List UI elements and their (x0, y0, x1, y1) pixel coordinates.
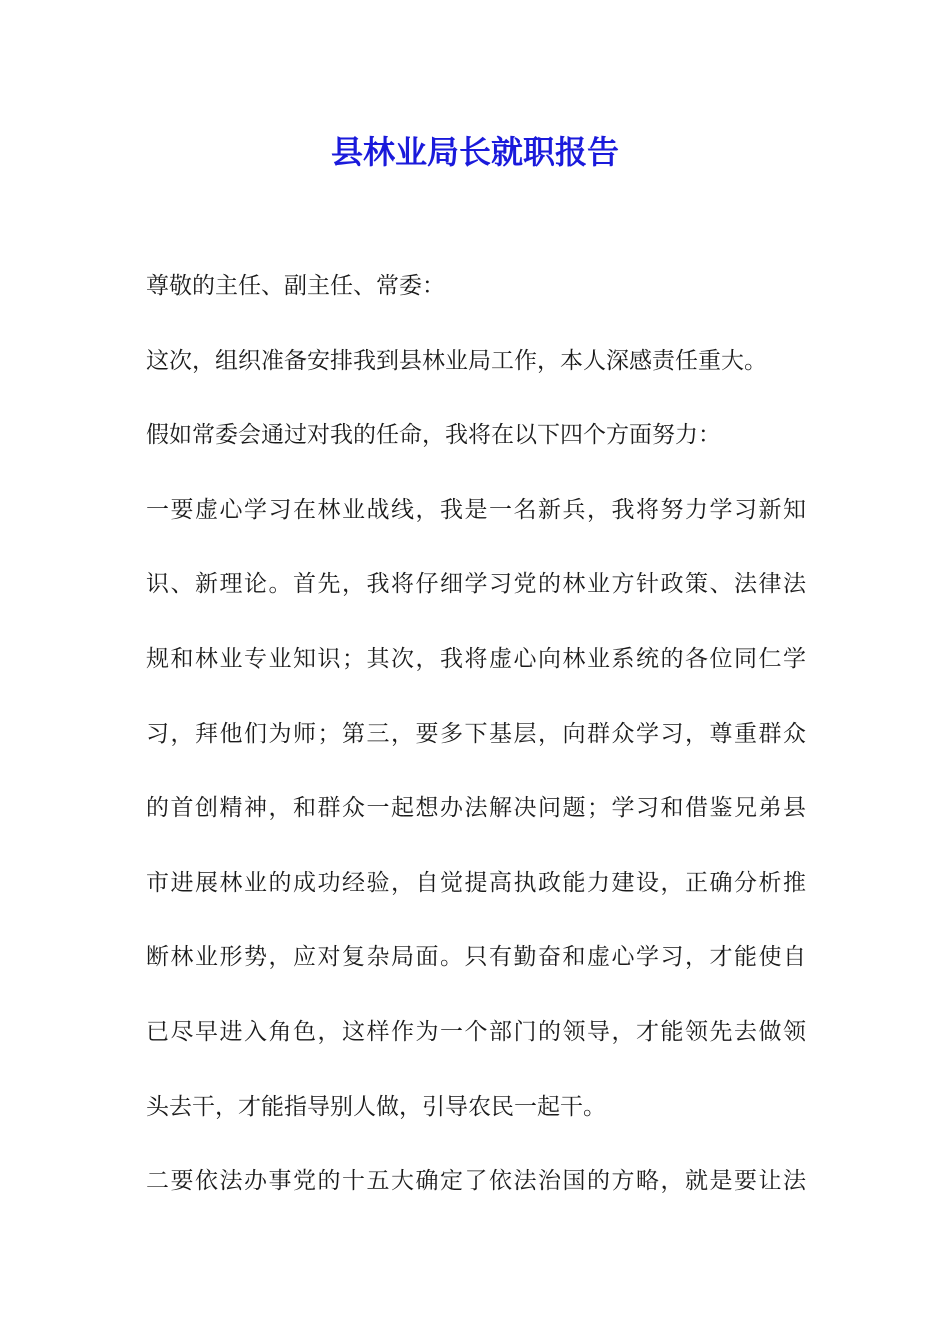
paragraph-line: 假如常委会通过对我的任命，我将在以下四个方面努力： (146, 422, 721, 449)
paragraph-line: 习，拜他们为师；第三，要多下基层，向群众学习，尊重群众 (146, 720, 806, 747)
paragraph-line: 的首创精神，和群众一起想办法解决问题；学习和借鉴兄弟县 (146, 795, 806, 822)
document-title: 县林业局长就职报告 (330, 133, 619, 171)
paragraph-line: 已尽早进入角色，这样作为一个部门的领导，才能领先去做领 (146, 1018, 806, 1045)
paragraph-line: 识、新理论。首先，我将仔细学习党的林业方针政策、法律法 (146, 571, 806, 598)
paragraph-line: 这次，组织准备安排我到县林业局工作，本人深感责任重大。 (146, 347, 767, 374)
salutation-line: 尊敬的主任、副主任、常委： (146, 273, 445, 299)
document-body (146, 264, 806, 1234)
paragraph-line: 断林业形势，应对复杂局面。只有勤奋和虚心学习，才能使自 (146, 944, 806, 971)
paragraph-line: 头去干，才能指导别人做，引导农民一起干。 (146, 1093, 606, 1120)
paragraph-line: 二要依法办事党的十五大确定了依法治国的方略，就是要让法 (146, 1168, 806, 1195)
paragraph-line: 一要虚心学习在林业战线，我是一名新兵，我将努力学习新知 (146, 496, 806, 523)
paragraph-line: 规和林业专业知识；其次，我将虚心向林业系统的各位同仁学 (146, 645, 806, 672)
paragraph-line: 市进展林业的成功经验，自觉提高执政能力建设，正确分析推 (146, 869, 806, 896)
